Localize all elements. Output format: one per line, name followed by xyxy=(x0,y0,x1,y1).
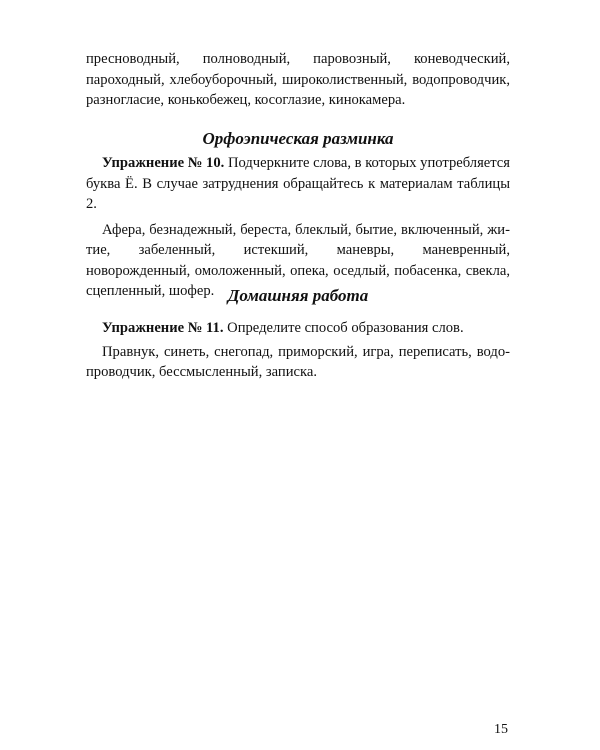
exercise-11-label: Упражнение № 11. xyxy=(102,320,224,336)
page-number: 15 xyxy=(494,722,508,737)
exercise-11-task: Определите способ образования слов. xyxy=(223,320,464,336)
exercise-11-block xyxy=(86,318,510,383)
section-heading-orthoepic-warmup: Орфоэпическая разминка xyxy=(202,129,394,148)
exercise-10-block xyxy=(86,153,510,302)
section-heading-homework: Домашняя работа xyxy=(227,286,369,305)
exercise-10-label: Упражнение № 10. xyxy=(102,155,225,171)
exercise-10-instruction xyxy=(86,153,510,215)
exercise-11-words: Правнук, синеть, снегопад, приморский, игра, переписать, водопроводчик, бессмысленный, записка. xyxy=(86,343,510,380)
intro-paragraph: пресноводный, полноводный, паровозный, коневодческий, пароходный, хлебоуборочный, широколиственный, водопроводчик, разногласие, конькобежец, косоглазие, кинокамера. xyxy=(86,51,510,108)
intro-word-list xyxy=(86,49,510,111)
exercise-10-words: Афера, безнадежный, береста, блеклый, бытие, включенный, житие, забеленный, истекший, маневры, маневренный, новорожденный, омоложенный, опека, оседлый, побасенка, свекла, сцепленный, шофер. xyxy=(86,221,510,299)
exercise-11-instruction xyxy=(86,318,510,339)
exercise-10-task: Подчеркните слова, в которых употребляется буква Ё. В случае затруднения обращайтесь к материалам таблицы 2. xyxy=(86,155,511,212)
